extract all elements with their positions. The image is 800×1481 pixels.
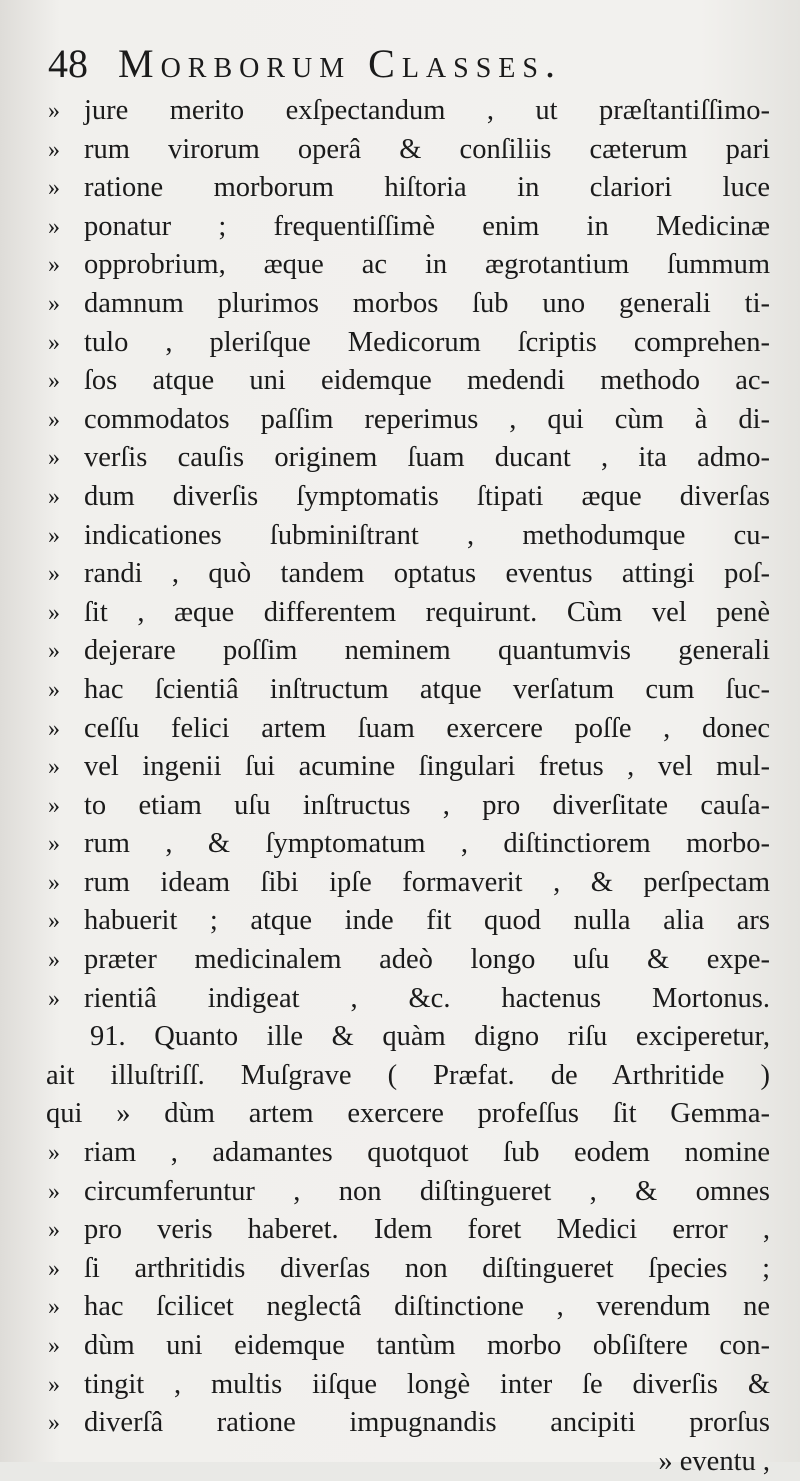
line-text: ſos atque uni eidemque medendi methodo ac- [84, 365, 770, 397]
page-header [48, 40, 770, 100]
text-line [46, 1288, 770, 1327]
quote-mark: » [48, 1294, 60, 1321]
line-text: rum ideam ſibi ipſe formaverit , & perſpectam [84, 866, 770, 898]
text-line [46, 1250, 770, 1289]
text-line [46, 941, 770, 980]
quote-mark: » [48, 1178, 60, 1205]
quote-mark: » [48, 831, 60, 858]
line-text: diverſâ ratione impugnandis ancipiti prorſus [84, 1407, 770, 1439]
line-text: hac ſcientiâ inſtructum atque verſatum cum ſuc- [84, 673, 770, 705]
quote-mark: » [48, 1333, 60, 1359]
quote-mark: » [48, 1255, 60, 1282]
body-text [46, 92, 770, 1481]
page-number: 48 [48, 41, 88, 86]
quote-mark: » [48, 947, 60, 974]
text-line [46, 632, 770, 671]
quote-mark: » [48, 869, 60, 896]
text-line [46, 208, 770, 247]
quote-mark: » [48, 1140, 60, 1167]
line-text: rum , & ſymptomatum , diſtinctiorem morbo- [84, 828, 770, 860]
line-text: ait illuſtriſſ. Muſgrave ( Præfat. de Arthritide ) [46, 1059, 770, 1091]
text-line [46, 1095, 770, 1134]
quote-mark: » [48, 599, 60, 626]
quote-mark: » [48, 1371, 60, 1398]
line-text: vel ingenii ſui acumine ſingulari fretus , vel mul- [84, 751, 770, 783]
line-text: dejerare poſſim neminem quantumvis generali [84, 635, 770, 667]
text-line [46, 362, 770, 401]
line-text: præter medicinalem adeò longo uſu & expe- [84, 944, 770, 976]
quote-mark: » [48, 290, 60, 317]
line-text: 91. Quanto ille & quàm digno riſu exciperetur, [90, 1021, 770, 1053]
line-text: to etiam uſu inſtructus , pro diverſitate cauſa- [84, 789, 770, 821]
line-text: circumferuntur , non diſtingueret , & omnes [84, 1175, 770, 1207]
text-line [46, 902, 770, 941]
line-text: hac ſcilicet neglectâ diſtinctione , verendum ne [84, 1291, 770, 1323]
line-text: tulo , pleriſque Medicorum ſcriptis comprehen- [84, 326, 770, 358]
line-text: randi , quò tandem optatus eventus attingi poſ- [84, 558, 770, 590]
text-line [46, 825, 770, 864]
quote-mark: » [48, 252, 60, 279]
line-text: habuerit ; atque inde fit quod nulla alia ars [84, 905, 770, 937]
quote-mark: » [48, 406, 60, 433]
quote-mark: » [48, 329, 60, 356]
quote-mark: » [48, 522, 60, 549]
text-line [46, 92, 770, 131]
text-line [46, 517, 770, 556]
line-text: commodatos paſſim reperimus , qui cùm à di- [84, 403, 770, 435]
line-text: pro veris haberet. Idem foret Medici error , [84, 1214, 770, 1246]
text-line [46, 555, 770, 594]
quote-mark: » [48, 1410, 60, 1437]
line-text: ſit , æque differentem requirunt. Cùm vel penè [84, 596, 770, 628]
line-text: verſis cauſis originem ſuam ducant , ita admo- [84, 442, 770, 474]
line-text: indicationes ſubminiſtrant , methodumque cu- [84, 519, 770, 551]
quote-mark: » [48, 213, 60, 240]
text-line [46, 671, 770, 710]
text-line [46, 864, 770, 903]
text-line [46, 478, 770, 517]
text-line [46, 246, 770, 285]
quote-mark: » [48, 98, 60, 124]
line-text: ſi arthritidis diverſas non diſtingueret ſpecies ; [84, 1252, 770, 1284]
line-text: jure merito exſpectandum , ut præſtantiſſimo- [84, 95, 770, 126]
quote-mark: » [48, 483, 60, 510]
text-line [46, 1404, 770, 1443]
quote-mark: » [48, 908, 60, 935]
text-line [46, 980, 770, 1019]
quote-mark: » [48, 561, 60, 588]
text-line [46, 169, 770, 208]
text-line [46, 324, 770, 363]
quote-mark: » [48, 638, 60, 665]
quote-mark: » [48, 754, 60, 781]
line-text: ponatur ; frequentiſſimè enim in Medicinæ [84, 210, 770, 242]
text-line [46, 439, 770, 478]
text-line [46, 285, 770, 324]
quote-mark: » [48, 368, 60, 395]
quote-mark: » [48, 985, 60, 1012]
text-line [46, 1211, 770, 1250]
text-line [46, 1018, 770, 1057]
line-text: ceſſu felici artem ſuam exercere poſſe , donec [84, 712, 770, 744]
line-text: qui » dùm artem exercere profeſſus ſit Gemma- [46, 1098, 770, 1130]
quote-mark: » [48, 445, 60, 472]
text-line [46, 1327, 770, 1366]
text-line [46, 1057, 770, 1096]
line-text: dùm uni eidemque tantùm morbo obſiſtere con- [84, 1330, 770, 1361]
text-line [46, 401, 770, 440]
quote-mark: » [48, 676, 60, 703]
quote-mark: » [48, 792, 60, 819]
quote-mark: » [48, 136, 60, 163]
running-title: Morborum Classes. [118, 41, 562, 86]
text-line [46, 1134, 770, 1173]
text-line [46, 131, 770, 170]
text-line [46, 594, 770, 633]
line-text: tingit , multis iiſque longè inter ſe diverſis & [84, 1368, 770, 1400]
line-text: ratione morborum hiſtoria in clariori luce [84, 172, 770, 204]
line-text: dum diverſis ſymptomatis ſtipati æque diverſas [84, 480, 770, 512]
line-text: damnum plurimos morbos ſub uno generali ti- [84, 287, 770, 319]
text-line [46, 1173, 770, 1212]
line-text: rum virorum operâ & conſiliis cæterum pari [84, 133, 770, 165]
text-line [46, 787, 770, 826]
quote-mark: » [48, 175, 60, 202]
line-text: opprobrium, æque ac in ægrotantium ſummum [84, 249, 770, 281]
line-text: riam , adamantes quotquot ſub eodem nomine [84, 1137, 770, 1169]
quote-mark: » [48, 1217, 60, 1244]
text-line [46, 710, 770, 749]
catchword: » eventu , [658, 1445, 770, 1477]
text-line [46, 1366, 770, 1405]
line-text: rientiâ indigeat , &c. hactenus Mortonus. [84, 982, 770, 1014]
text-line [46, 748, 770, 787]
quote-mark: » [48, 715, 60, 742]
